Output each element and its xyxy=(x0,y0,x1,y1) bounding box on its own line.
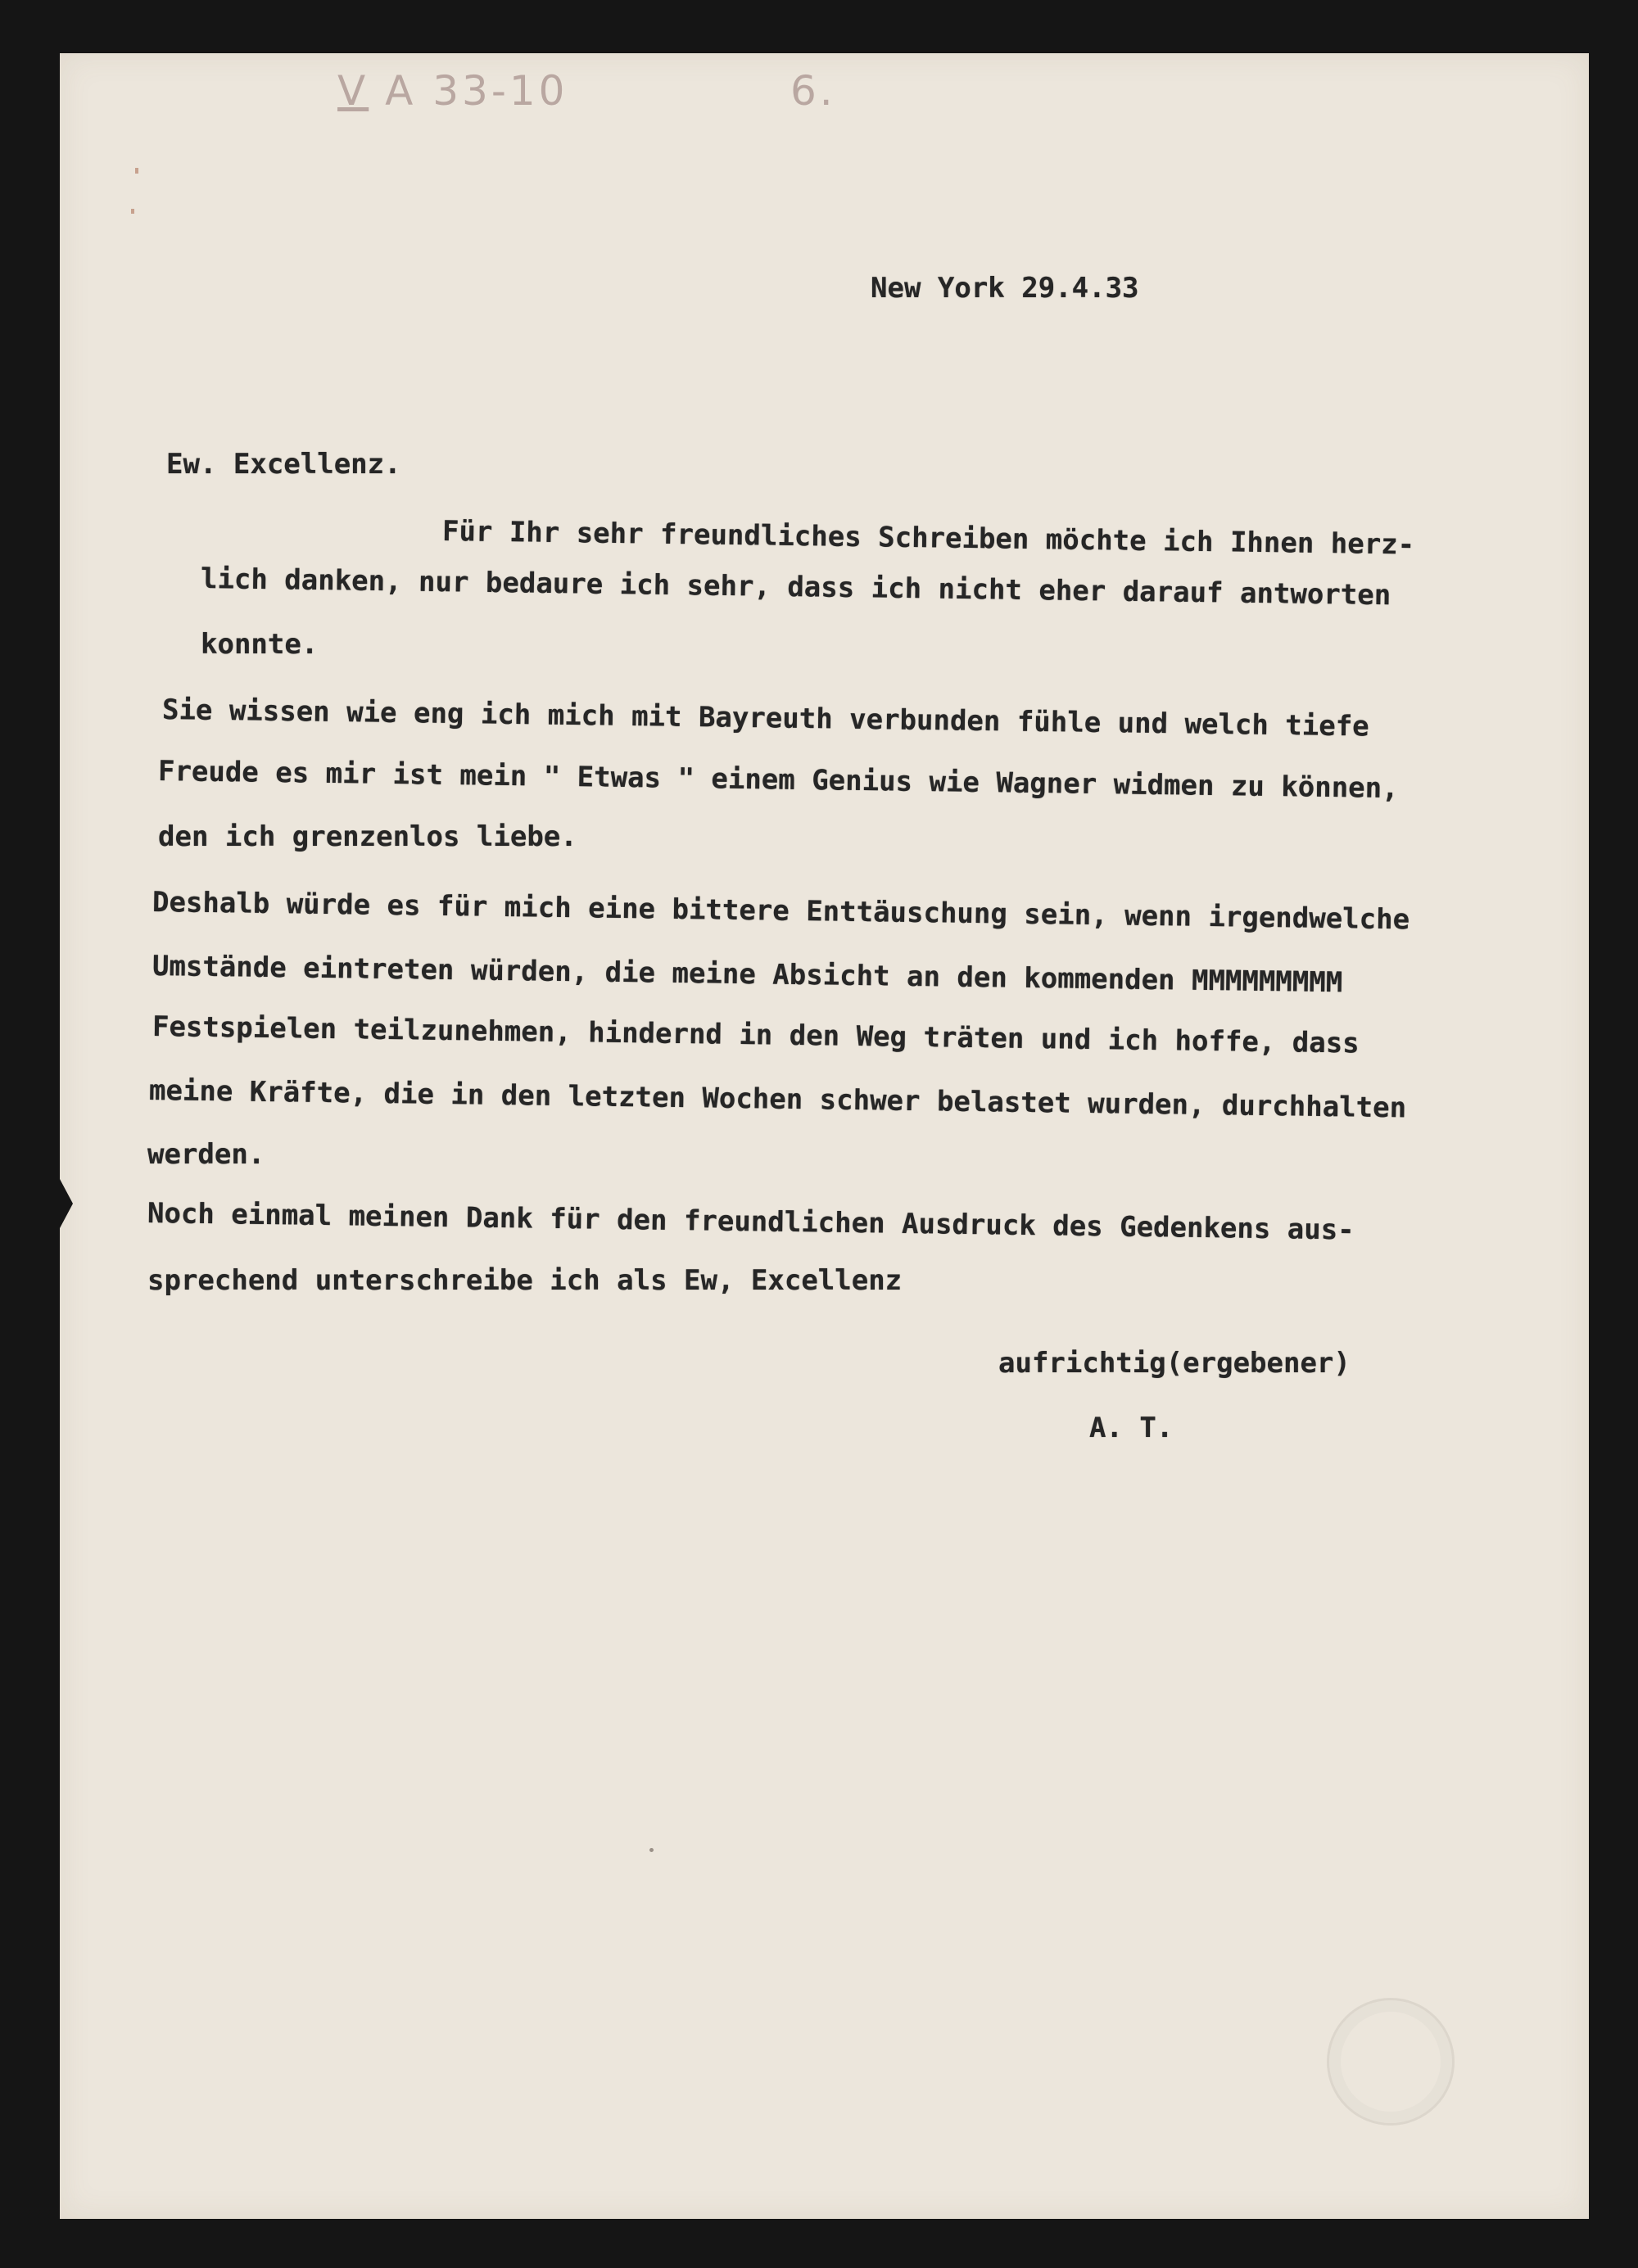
closing: aufrichtig(ergebener) xyxy=(998,1347,1351,1380)
body-line: konnte. xyxy=(201,628,319,661)
body-line: Umstände eintreten würden, die meine Absicht an den kommenden MMMMMMMMM xyxy=(152,950,1343,1000)
paper-mark xyxy=(135,168,138,174)
body-line: den ich grenzenlos liebe. xyxy=(158,820,577,853)
body-line: Freude es mir ist mein " Etwas " einem Genius wie Wagner widmen zu können, xyxy=(157,755,1399,806)
letter-sheet xyxy=(60,53,1589,2219)
body-line: meine Kräfte, die in den letzten Wochen schwer belastet wurden, durchhalten xyxy=(148,1074,1407,1125)
body-line: Sie wissen wie eng ich mich mit Bayreuth verbunden fühle und welch tiefe xyxy=(161,694,1369,743)
signature: A. T. xyxy=(1089,1412,1174,1444)
archive-reference-roman: V xyxy=(337,67,369,115)
paper-mark xyxy=(649,1848,654,1852)
paper-mark xyxy=(131,209,134,214)
body-line: Deshalb würde es für mich eine bittere Enttäuschung sein, wenn irgendwelche xyxy=(152,886,1410,937)
body-line: sprechend unterschreibe ich als Ew, Excellenz xyxy=(147,1264,903,1297)
body-line: lich danken, nur bedaure ich sehr, dass ich nicht eher darauf antworten xyxy=(200,562,1391,612)
body-line: werden. xyxy=(147,1138,265,1171)
page-number: 6. xyxy=(790,67,836,115)
salutation: Ew. Excellenz. xyxy=(166,448,401,481)
body-line: Für Ihr sehr freundliches Schreiben möchte ich Ihnen herz- xyxy=(441,515,1415,562)
body-line: Festspielen teilzunehmen, hindernd in den Weg träten und ich hoffe, dass xyxy=(152,1010,1360,1060)
sheet-tear xyxy=(60,1179,73,1228)
archive-reference-rest: A 33-10 xyxy=(369,67,568,115)
embossed-stamp xyxy=(1327,1998,1455,2126)
place-date: New York 29.4.33 xyxy=(871,272,1139,305)
archive-reference xyxy=(337,67,568,115)
body-line: Noch einmal meinen Dank für den freundlichen Ausdruck des Gedenkens aus- xyxy=(147,1197,1355,1247)
